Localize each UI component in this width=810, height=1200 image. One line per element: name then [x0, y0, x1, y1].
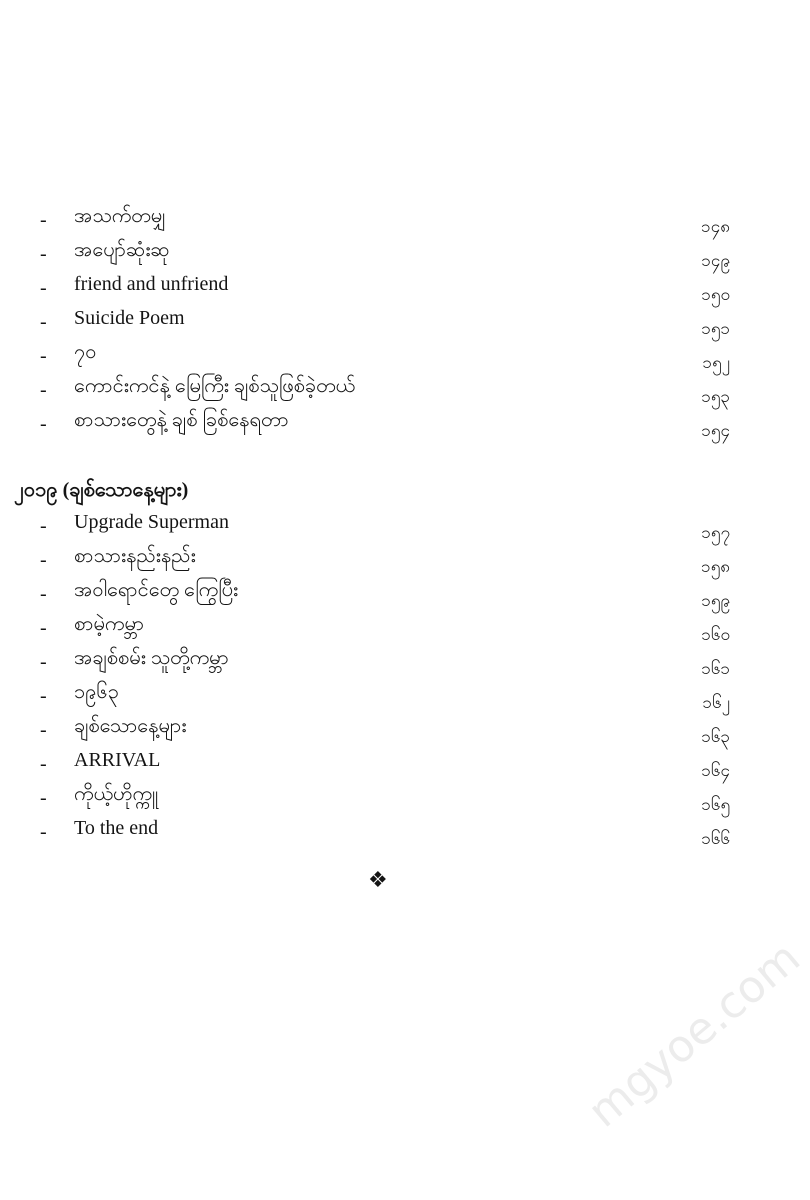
entry-title: ARRIVAL [74, 749, 161, 771]
entry-title: To the end [74, 817, 159, 839]
entry-dash: - [40, 651, 47, 673]
toc-entry [0, 510, 750, 544]
entry-dash: - [40, 685, 47, 707]
entry-title: ၇၀ [74, 341, 97, 363]
entry-title: စာသားနည်းနည်း [74, 545, 196, 567]
toc-entry [0, 782, 750, 816]
toc-entry [0, 238, 750, 272]
entry-dash: - [40, 583, 47, 605]
section-heading: ၂၀၁၉ (ချစ်သောနေ့များ) [14, 479, 189, 501]
toc-entry [0, 680, 750, 714]
entry-page-number: ၁၆၂ [702, 693, 730, 712]
entry-dash: - [40, 787, 47, 809]
ornament-icon: ❖ [368, 868, 388, 893]
entry-dash: - [40, 617, 47, 639]
entry-page-number: ၁၅၇ [701, 523, 730, 542]
entry-dash: - [40, 515, 47, 537]
entry-page-number: ၁၆၀ [701, 625, 730, 644]
entry-dash: - [40, 821, 47, 843]
toc-entry [0, 544, 750, 578]
entry-title: စာသားတွေနဲ့ ချစ် ခြစ်နေရတာ [74, 409, 289, 431]
toc-entry [0, 748, 750, 782]
entry-title: friend and unfriend [74, 273, 229, 295]
watermark: mgyoe.com [578, 932, 810, 1138]
toc-entry [0, 612, 750, 646]
entry-title: Upgrade Superman [74, 511, 229, 533]
entry-page-number: ၁၆၆ [701, 829, 730, 848]
entry-page-number: ၁၆၃ [701, 727, 730, 746]
entry-dash: - [40, 719, 47, 741]
toc-entry [0, 714, 750, 748]
entry-page-number: ၁၆၄ [701, 761, 730, 780]
entry-dash: - [40, 345, 47, 367]
entry-page-number: ၁၄၈ [701, 217, 730, 236]
entry-page-number: ၁၄၉ [701, 251, 730, 270]
entry-title: အချစ်စမ်း သူတို့ကမ္ဘာ [74, 647, 229, 669]
entry-title: ကိုယ့်ဟိုက္ကူ [74, 783, 158, 805]
entry-dash: - [40, 379, 47, 401]
entry-dash: - [40, 243, 47, 265]
entry-dash: - [40, 209, 47, 231]
entry-title: ၁၉၆၃ [74, 681, 119, 703]
entry-title: အဝါရောင်တွေ ကြွေပြီး [74, 579, 239, 601]
entry-dash: - [40, 277, 47, 299]
toc-entry [0, 578, 750, 612]
entry-dash: - [40, 549, 47, 571]
entry-page-number: ၁၅၁ [701, 319, 730, 338]
toc-entry [0, 816, 750, 850]
entry-title: စာမဲ့ကမ္ဘာ [74, 613, 145, 635]
toc-entry [0, 272, 750, 306]
entry-page-number: ၁၅၈ [701, 557, 730, 576]
toc-section-a [0, 204, 750, 442]
toc-entry [0, 340, 750, 374]
entry-dash: - [40, 311, 47, 333]
entry-title: အပျော်ဆုံးဆု [74, 239, 170, 261]
entry-page-number: ၁၅၉ [701, 591, 730, 610]
entry-title: Suicide Poem [74, 307, 185, 329]
entry-page-number: ၁၅၂ [702, 353, 730, 372]
toc-entry [0, 408, 750, 442]
toc-section-b [0, 510, 750, 850]
entry-dash: - [40, 753, 47, 775]
entry-title: ကောင်းကင်နဲ့ မြေကြီး ချစ်သူဖြစ်ခဲ့တယ် [74, 375, 356, 397]
toc-entry [0, 306, 750, 340]
entry-page-number: ၁၆၅ [701, 795, 730, 814]
entry-title: ချစ်သောနေ့များ [74, 715, 187, 737]
entry-page-number: ၁၅၀ [701, 285, 730, 304]
toc-entry [0, 374, 750, 408]
entry-page-number: ၁၆၁ [701, 659, 730, 678]
toc-entry [0, 646, 750, 680]
entry-page-number: ၁၅၃ [701, 387, 730, 406]
entry-dash: - [40, 413, 47, 435]
entry-title: အသက်တမျှ [74, 205, 167, 227]
toc-entry [0, 204, 750, 238]
entry-page-number: ၁၅၄ [701, 421, 730, 440]
